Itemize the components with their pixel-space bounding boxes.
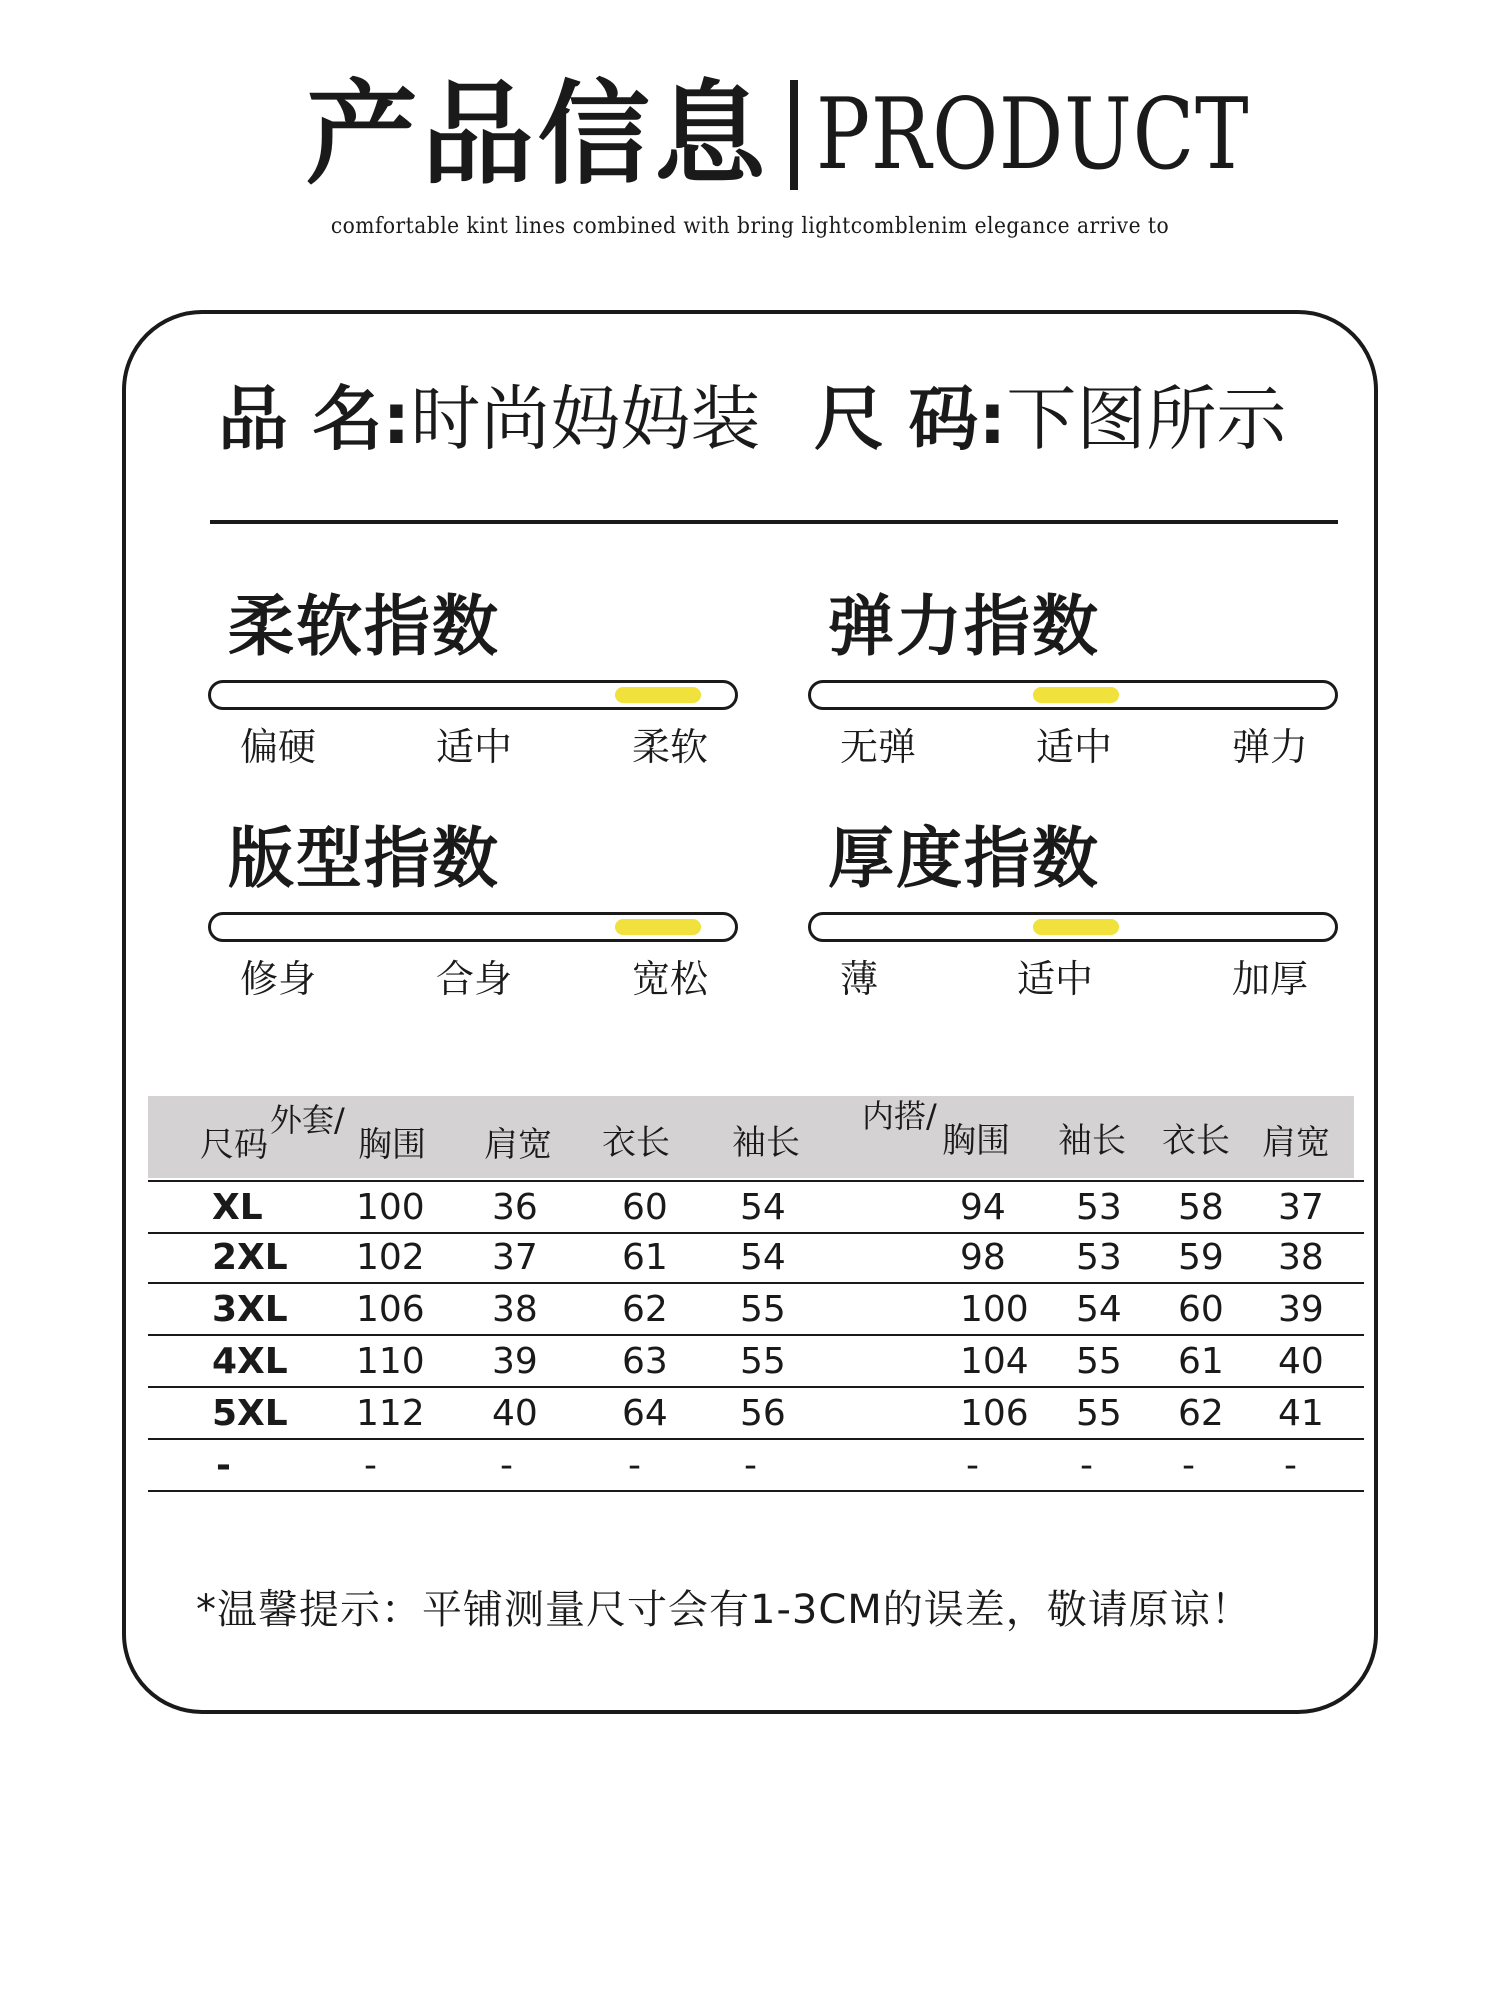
- measurement-note: *温馨提示：平铺测量尺寸会有1-3CM的误差，敬请原谅！: [196, 1587, 1252, 1633]
- cell-outer-chest: 112: [356, 1393, 425, 1434]
- cell-outer-chest: 106: [356, 1289, 425, 1330]
- table-row: [148, 1232, 1364, 1284]
- cell-inner-shoulder: 41: [1278, 1393, 1324, 1434]
- thickness-index-title: 厚度指数: [828, 820, 1100, 897]
- cell-inner-length: -: [1182, 1445, 1195, 1486]
- page-subtitle: comfortable kint lines combined with bring lightcomblenim elegance arrive to: [330, 214, 1170, 239]
- header-inner-chest: 胸围: [942, 1121, 1010, 1161]
- cell-outer-shoulder: 36: [492, 1187, 538, 1228]
- header-inner-length: 衣长: [1162, 1121, 1230, 1161]
- fit-bar: [208, 912, 738, 942]
- product-size: [814, 378, 1287, 460]
- cell-inner-length: 58: [1178, 1187, 1224, 1228]
- cell-outer-chest: 100: [356, 1187, 425, 1228]
- elasticity-indicator: [1033, 687, 1119, 703]
- elasticity-bar: [808, 680, 1338, 710]
- softness-index: [208, 588, 738, 769]
- product-name-label: 品 名:: [218, 378, 411, 460]
- fit-scale: [240, 957, 708, 1001]
- cell-outer-shoulder: 39: [492, 1341, 538, 1382]
- cell-inner-chest: 104: [960, 1341, 1029, 1382]
- thickness-scale: [840, 957, 1308, 1001]
- cell-outer-chest: 110: [356, 1341, 425, 1382]
- title-divider: [790, 80, 798, 190]
- scale-label: 宽松: [631, 957, 708, 1001]
- cell-outer-length: 63: [622, 1341, 668, 1382]
- cell-outer-sleeve: 55: [740, 1341, 786, 1382]
- cell-outer-shoulder: 37: [492, 1237, 538, 1278]
- softness-scale: [240, 725, 708, 769]
- scale-label: 加厚: [1231, 957, 1308, 1001]
- cell-inner-shoulder: -: [1284, 1445, 1297, 1486]
- softness-index-title: 柔软指数: [228, 588, 500, 665]
- cell-size: 2XL: [212, 1237, 288, 1278]
- fit-index-title: 版型指数: [228, 820, 500, 897]
- cell-size: XL: [212, 1187, 263, 1228]
- product-size-label: 尺 码:: [814, 378, 1007, 460]
- cell-inner-sleeve: 55: [1076, 1393, 1122, 1434]
- cell-inner-shoulder: 37: [1278, 1187, 1324, 1228]
- elasticity-scale: [840, 725, 1308, 769]
- cell-size: 3XL: [212, 1289, 288, 1330]
- cell-outer-chest: -: [364, 1445, 377, 1486]
- cell-outer-sleeve: 54: [740, 1237, 786, 1278]
- cell-size: 4XL: [212, 1341, 288, 1382]
- cell-outer-shoulder: 40: [492, 1393, 538, 1434]
- section-divider: [210, 520, 1338, 524]
- thickness-indicator: [1033, 919, 1119, 935]
- scale-label: 适中: [1016, 957, 1093, 1001]
- table-row: [148, 1336, 1364, 1388]
- header-inner-shoulder: 肩宽: [1262, 1123, 1330, 1163]
- cell-outer-length: 62: [622, 1289, 668, 1330]
- header-inner-sleeve: 袖长: [1058, 1121, 1126, 1161]
- table-row: [148, 1284, 1364, 1336]
- header-outer-sleeve: 袖长: [732, 1123, 800, 1163]
- cell-inner-length: 62: [1178, 1393, 1224, 1434]
- cell-outer-sleeve: 55: [740, 1289, 786, 1330]
- thickness-index: [808, 820, 1338, 1001]
- cell-inner-shoulder: 40: [1278, 1341, 1324, 1382]
- cell-inner-sleeve: -: [1080, 1445, 1093, 1486]
- header-outer-shoulder: 肩宽: [484, 1125, 552, 1165]
- cell-inner-chest: 100: [960, 1289, 1029, 1330]
- table-row: [148, 1388, 1364, 1440]
- scale-label: 偏硬: [240, 725, 317, 769]
- fit-index: [208, 820, 738, 1001]
- cell-inner-sleeve: 53: [1076, 1237, 1122, 1278]
- title-row: [0, 70, 1500, 200]
- cell-outer-shoulder: -: [500, 1445, 513, 1486]
- fit-indicator: [615, 919, 701, 935]
- product-size-value: 下图所示: [1006, 378, 1287, 460]
- softness-indicator: [615, 687, 701, 703]
- size-table-header: [148, 1096, 1354, 1178]
- cell-inner-shoulder: 39: [1278, 1289, 1324, 1330]
- cell-outer-length: 61: [622, 1237, 668, 1278]
- elasticity-index-title: 弹力指数: [828, 588, 1100, 665]
- cell-outer-shoulder: 38: [492, 1289, 538, 1330]
- product-name-value: 时尚妈妈装: [410, 378, 761, 460]
- cell-inner-shoulder: 38: [1278, 1237, 1324, 1278]
- scale-label: 修身: [240, 957, 317, 1001]
- table-row: [148, 1180, 1364, 1234]
- header-outer-chest: 胸围: [358, 1125, 426, 1165]
- scale-label: 适中: [1035, 725, 1112, 769]
- cell-outer-length: 64: [622, 1393, 668, 1434]
- header-size: 尺码: [200, 1125, 268, 1165]
- header-outer-length: 衣长: [602, 1123, 670, 1163]
- cell-inner-sleeve: 55: [1076, 1341, 1122, 1382]
- cell-inner-chest: 106: [960, 1393, 1029, 1434]
- product-info-card: [122, 310, 1378, 1714]
- cell-inner-length: 59: [1178, 1237, 1224, 1278]
- cell-outer-sleeve: 56: [740, 1393, 786, 1434]
- page-header: [0, 70, 1500, 239]
- cell-inner-length: 61: [1178, 1341, 1224, 1382]
- scale-label: 适中: [435, 725, 512, 769]
- table-row: [148, 1440, 1364, 1492]
- cell-size: -: [216, 1445, 231, 1486]
- cell-outer-sleeve: -: [744, 1445, 757, 1486]
- product-name: [218, 378, 761, 460]
- scale-label: 柔软: [631, 725, 708, 769]
- softness-bar: [208, 680, 738, 710]
- header-inner: 内搭/: [862, 1097, 937, 1135]
- page-title-en: PRODUCT: [815, 78, 1250, 192]
- elasticity-index: [808, 588, 1338, 769]
- cell-outer-sleeve: 54: [740, 1187, 786, 1228]
- cell-inner-chest: 94: [960, 1187, 1006, 1228]
- cell-outer-length: -: [628, 1445, 641, 1486]
- cell-inner-sleeve: 54: [1076, 1289, 1122, 1330]
- scale-label: 无弹: [840, 725, 917, 769]
- scale-label: 弹力: [1231, 725, 1308, 769]
- cell-inner-length: 60: [1178, 1289, 1224, 1330]
- page-title-cn: 产品信息: [305, 70, 770, 200]
- cell-inner-chest: 98: [960, 1237, 1006, 1278]
- cell-size: 5XL: [212, 1393, 288, 1434]
- scale-label: 薄: [840, 957, 879, 1001]
- cell-outer-length: 60: [622, 1187, 668, 1228]
- cell-inner-sleeve: 53: [1076, 1187, 1122, 1228]
- scale-label: 合身: [435, 957, 512, 1001]
- header-outer: 外套/: [270, 1101, 345, 1139]
- cell-outer-chest: 102: [356, 1237, 425, 1278]
- thickness-bar: [808, 912, 1338, 942]
- cell-inner-chest: -: [966, 1445, 979, 1486]
